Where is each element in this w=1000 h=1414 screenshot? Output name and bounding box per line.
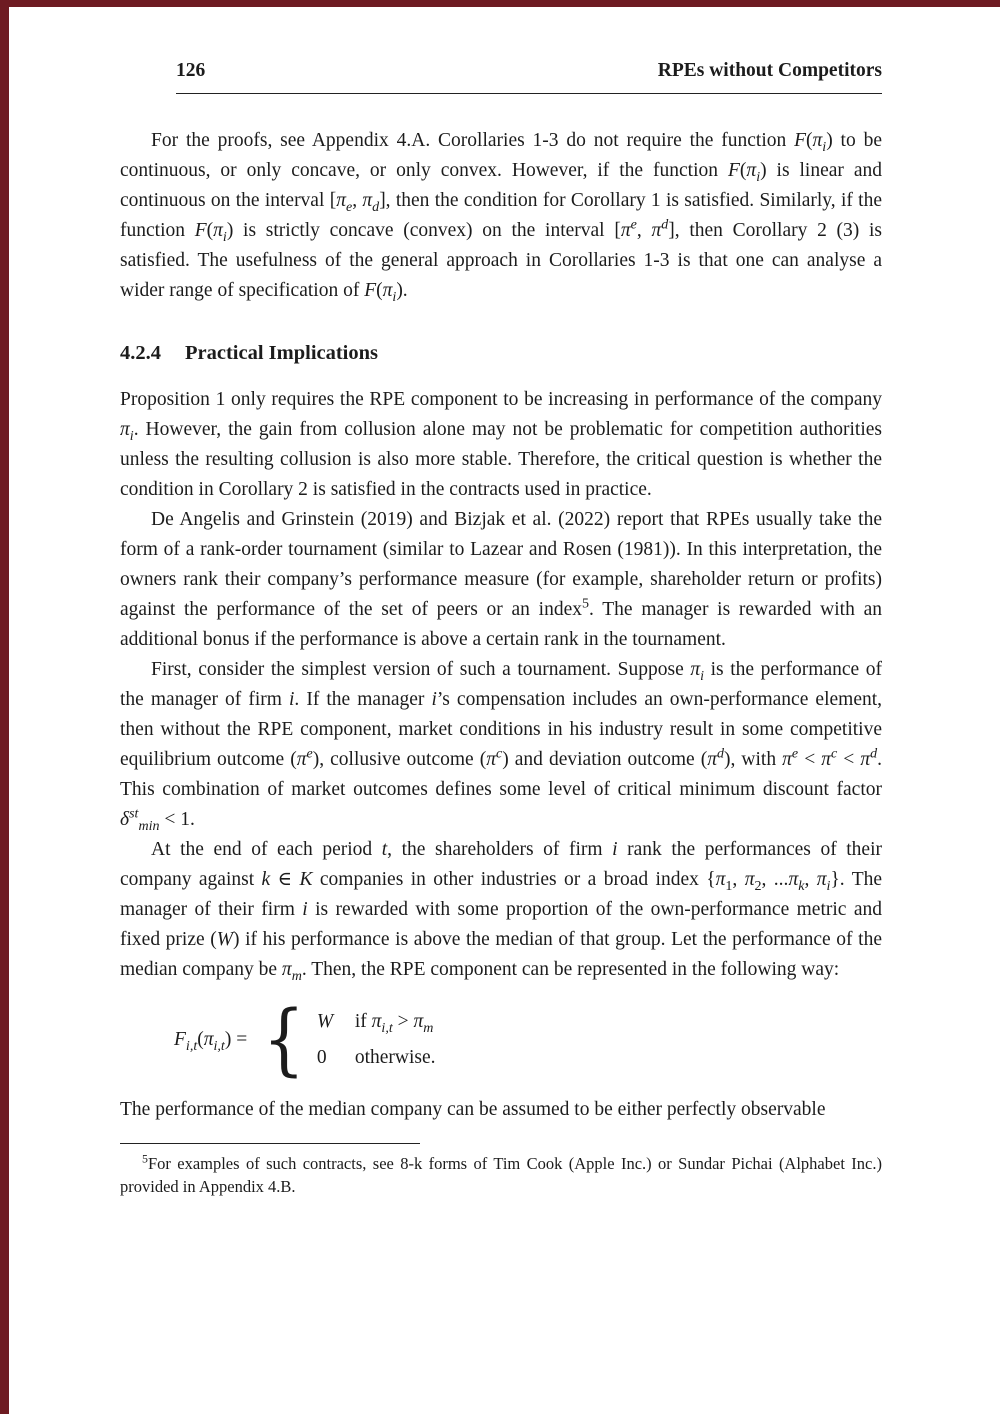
running-header <box>120 56 882 86</box>
section-title: Practical Implications <box>185 342 379 364</box>
equation-case-condition: if $\pi_{i,t} > \pi_m$ <box>354 1011 434 1037</box>
page-number: 126 <box>176 60 206 81</box>
section-heading <box>120 338 882 368</box>
equation-case-row <box>317 1044 436 1072</box>
equation-cases <box>317 1008 436 1072</box>
footnote <box>120 1152 882 1198</box>
footnote-text: For examples of such contracts, see 8-k forms of Tim Cook (Apple Inc.) or Sundar Pichai (Alphabet Inc.) provided in Appendix 4.B. <box>120 1154 882 1197</box>
paragraph-median: The performance of the median company can be assumed to be either perfectly observable <box>120 1099 826 1121</box>
paragraph-tournament: First, consider the simplest version of such a tournament. Suppose $\pi_i$ is the performance of the manager of firm i. If the manager i’s compensation includes an own-performance element, then without the RPE component, market conditions in his industry result in some competitive equilibrium outcome $(\pi^e)$, collusive outcome $(\pi^c)$ and deviation outcome $(\pi^d)$, with $\pi^e < \pi^c < \pi^d$. This combination of market outcomes defines some level of critical minimum discount factor $\delta^{st}_{min} < 1$. <box>120 659 883 834</box>
equation-lhs: $F_{i,t}(\pi_{i,t})$ = <box>174 1029 248 1055</box>
equation-case-condition: otherwise. <box>354 1047 436 1069</box>
equation-case-row <box>317 1008 436 1036</box>
paragraph-proofs: For the proofs, see Appendix 4.A. Corollaries 1-3 do not require the function $F(\pi_i)$ to be continuous, or only concave, or only convex. However, if the function $F(\pi_i)$ is linear and continuous on the interval [$\pi_e$, $\pi_d$], then the condition for Corollary 1 is satisfied. Similarly, if the function $F(\pi_i)$ is strictly concave (convex) on the interval [$\pi^e$, $\pi^d$], then Corollary 2 (3) is satisfied. The usefulness of the general approach in Corollaries 1-3 is that one can analyse a wider range of specification of $F(\pi_i)$. <box>120 130 883 305</box>
paragraph-proposition: Proposition 1 only requires the RPE component to be increasing in performance of the company $\pi_i$. However, the gain from collusion alone may not be problematic for competition authorities unless the resulting collusion is also more stable. Therefore, the critical question is whether the condition in Corollary 2 is satisfied in the contracts used in practice. <box>120 389 882 500</box>
footnote-rule <box>120 1143 420 1144</box>
running-title: RPEs without Competitors <box>657 60 882 81</box>
equation-brace: { <box>262 995 306 1085</box>
footnote-block <box>120 1143 882 1198</box>
text-block <box>120 56 882 1198</box>
scan-edge-top <box>0 0 1000 7</box>
display-equation <box>174 995 882 1085</box>
paragraph-period: At the end of each period t, the shareholders of firm i rank the performances of their company against k ∈ K companies in other industries or a broad index {$\pi_1$, $\pi_2$, $...\pi_k$, $\pi_i$}. The manager of their firm i is rewarded with some proportion of the own-performance metric and fixed prize (W) if his performance is above the median of that group. Let the performance of the median company be $\pi_m$. Then, the RPE component can be represented in the following way: <box>120 839 883 984</box>
footnote-marker: 5 <box>142 1151 148 1166</box>
equation-case-value: 0 <box>316 1047 327 1069</box>
paragraph-deangelis: De Angelis and Grinstein (2019) and Bizjak et al. (2022) report that RPEs usually take the form of a rank-order tournament (similar to Lazear and Rosen (1981)). In this interpretation, the owners rank their company’s performance measure (for example, shareholder return or profits) against the performance of the set of peers or an index$^5$. The manager is rewarded with an additional bonus if the performance is above a certain rank in the tournament. <box>120 509 882 650</box>
equation-case-value: W <box>316 1011 334 1033</box>
scan-edge-left <box>0 0 9 1414</box>
section-number: 4.2.4 <box>120 342 161 364</box>
header-rule <box>176 93 882 94</box>
